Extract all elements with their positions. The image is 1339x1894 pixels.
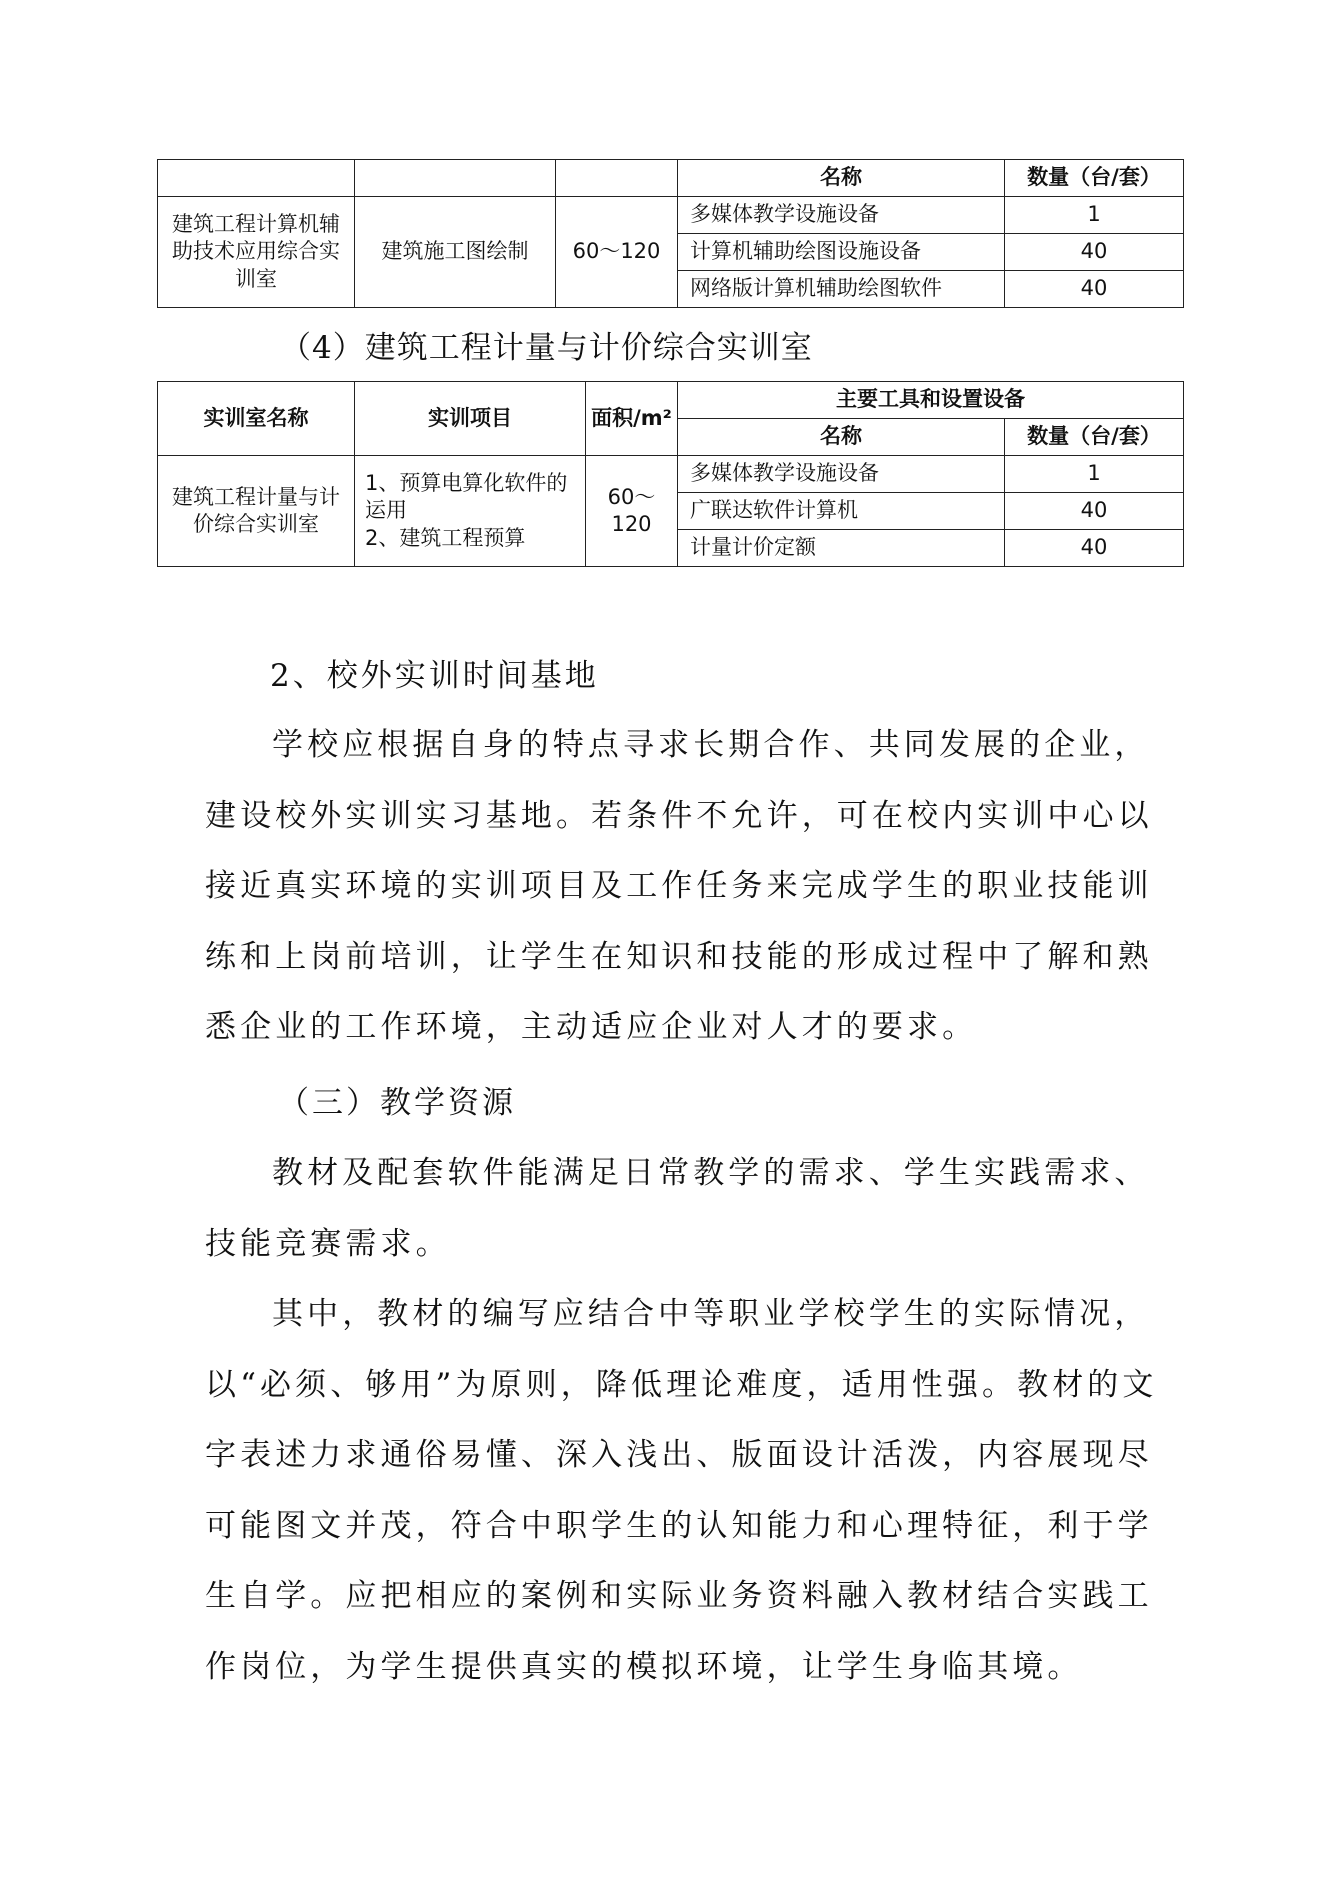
equipment-qty-cell: 40: [1005, 530, 1184, 567]
section-heading-offcampus: 2、校外实训时间基地: [270, 658, 599, 694]
equipment-name-cell: 网络版计算机辅助绘图软件: [678, 271, 1005, 308]
equipment-name-cell: 广联达软件计算机: [678, 493, 1005, 530]
room-name-cell: 建筑工程计算机辅助技术应用综合实训室: [158, 197, 355, 308]
equipment-name-cell: 多媒体教学设施设备: [678, 197, 1005, 234]
header-empty-cell: [355, 160, 556, 197]
equipment-qty-cell: 1: [1005, 197, 1184, 234]
table-caption: （4）建筑工程计量与计价综合实训室: [280, 330, 813, 366]
area-cell: 60～120: [586, 456, 678, 567]
lab-table-computer-aided: [157, 159, 1184, 308]
area-cell: 60～120: [556, 197, 678, 308]
equipment-name-cell: 计量计价定额: [678, 530, 1005, 567]
header-equipment: 主要工具和设置设备: [678, 382, 1184, 419]
paragraph-resources-1: 教材及配套软件能满足日常教学的需求、学生实践需求、技能竞赛需求。: [205, 1155, 1150, 1262]
table-row: [158, 456, 1184, 493]
equipment-qty-cell: 40: [1005, 271, 1184, 308]
equipment-name-cell: 多媒体教学设施设备: [678, 456, 1005, 493]
header-project: 实训项目: [355, 382, 586, 456]
paragraph-resources-2: 其中，教材的编写应结合中等职业学校学生的实际情况，以“必须、够用”为原则，降低理论难度，适用性强。教材的文字表述力求通俗易懂、深入浅出、版面设计活泼，内容展现尽可能图文并茂，符合中职学生的认知能力和心理特征，利于学生自学。应把相应的案例和实际业务资料融入教材结合实践工作岗位，为学生提供真实的模拟环境，让学生身临其境。: [205, 1296, 1158, 1685]
equipment-qty-cell: 1: [1005, 456, 1184, 493]
equipment-qty-cell: 40: [1005, 234, 1184, 271]
header-room-name: 实训室名称: [158, 382, 355, 456]
header-name: 名称: [678, 160, 1005, 197]
header-empty-cell: [158, 160, 355, 197]
room-name-cell: 建筑工程计量与计价综合实训室: [158, 456, 355, 567]
equipment-name-cell: 计算机辅助绘图设施设备: [678, 234, 1005, 271]
header-empty-cell: [556, 160, 678, 197]
equipment-qty-cell: 40: [1005, 493, 1184, 530]
table-row: [158, 197, 1184, 234]
section-heading-resources: （三）教学资源: [278, 1085, 516, 1121]
lab-table-cost-estimation: [157, 381, 1184, 567]
header-quantity: 数量（台/套）: [1005, 160, 1184, 197]
header-quantity: 数量（台/套）: [1005, 419, 1184, 456]
project-cell: 1、预算电算化软件的运用 2、建筑工程预算: [355, 456, 586, 567]
paragraph-offcampus: 学校应根据自身的特点寻求长期合作、共同发展的企业，建设校外实训实习基地。若条件不允许，可在校内实训中心以接近真实环境的实训项目及工作任务来完成学生的职业技能训练和上岗前培训，让学生在知识和技能的形成过程中了解和熟悉企业的工作环境，主动适应企业对人才的要求。: [205, 727, 1153, 1045]
header-name: 名称: [678, 419, 1005, 456]
header-area: 面积/m²: [586, 382, 678, 456]
project-cell: 建筑施工图绘制: [355, 197, 556, 308]
